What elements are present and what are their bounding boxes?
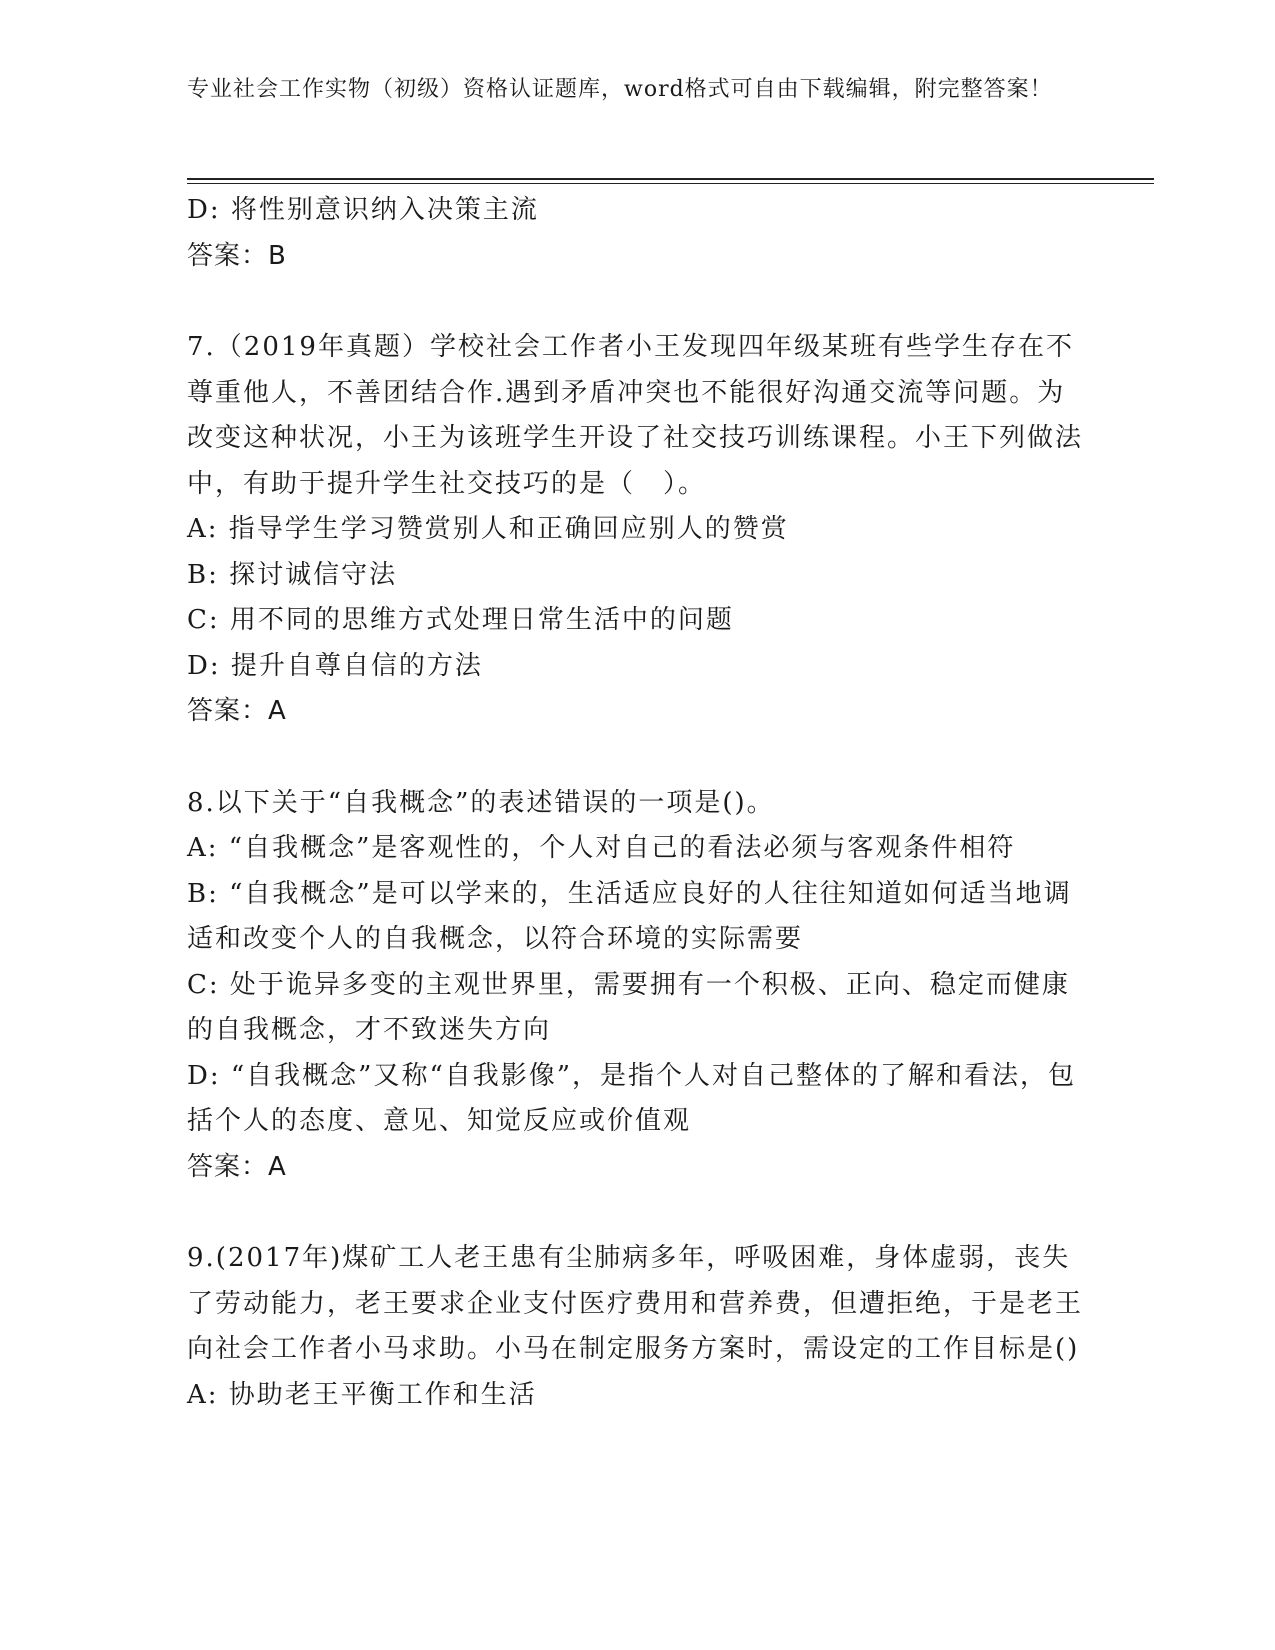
q6-option-d: D: 将性别意识纳入决策主流	[187, 195, 539, 225]
q7-answer: 答案：A	[187, 696, 287, 726]
spacer	[187, 1190, 1087, 1236]
q8-option-a: A: “自我概念”是客观性的，个人对自己的看法必须与客观条件相符	[187, 833, 1016, 863]
q6-answer: 答案：B	[187, 240, 287, 271]
q9-stem: 9.(2017年)煤矿工人老王患有尘肺病多年，呼吸困难，身体虚弱，丧失了劳动能力，老王要求企业支付医疗费用和营养费，但遭拒绝，于是老王向社会工作者小马求助。小马在制定服务方案时，需设定的工作目标是()	[187, 1243, 1084, 1364]
header-rule-thin	[187, 183, 1154, 184]
spacer	[187, 279, 1087, 325]
q8-answer: 答案：A	[187, 1151, 287, 1182]
q9-option-a: A: 协助老王平衡工作和生活	[187, 1379, 537, 1410]
document-body	[187, 188, 1087, 1418]
q8-option-c: C: 处于诡异多变的主观世界里，需要拥有一个积极、正向、稳定而健康的自我概念，才不致迷失方向	[187, 969, 1070, 1045]
document-header: 专业社会工作实物（初级）资格认证题库，word格式可自由下载编辑，附完整答案！	[187, 77, 1053, 102]
q7-stem: 7.（2019年真题）学校社会工作者小王发现四年级某班有些学生存在不尊重他人，不善团结合作.遇到矛盾冲突也不能很好沟通交流等问题。为改变这种状况，小王为该班学生开设了社交技巧训练课程。小王下列做法中，有助于提升学生社交技巧的是（ ）。	[187, 332, 1084, 499]
spacer	[187, 735, 1087, 781]
header-rule-thick	[187, 178, 1154, 180]
q7-option-a: A: 指导学生学习赞赏别人和正确回应别人的赞赏	[187, 514, 789, 544]
q7-option-d: D: 提升自尊自信的方法	[187, 650, 483, 681]
q7-option-c: C: 用不同的思维方式处理日常生活中的问题	[187, 605, 734, 635]
q8-option-b: B: “自我概念”是可以学来的，生活适应良好的人往往知道如何适当地调适和改变个人的自我概念，以符合环境的实际需要	[187, 878, 1072, 954]
q8-option-d: D: “自我概念”又称“自我影像”，是指个人对自己整体的了解和看法，包括个人的态度、意见、知觉反应或价值观	[187, 1060, 1077, 1136]
q7-option-b: B: 探讨诚信守法	[187, 559, 398, 590]
q8-stem: 8.以下关于“自我概念”的表述错误的一项是()。	[187, 787, 775, 818]
